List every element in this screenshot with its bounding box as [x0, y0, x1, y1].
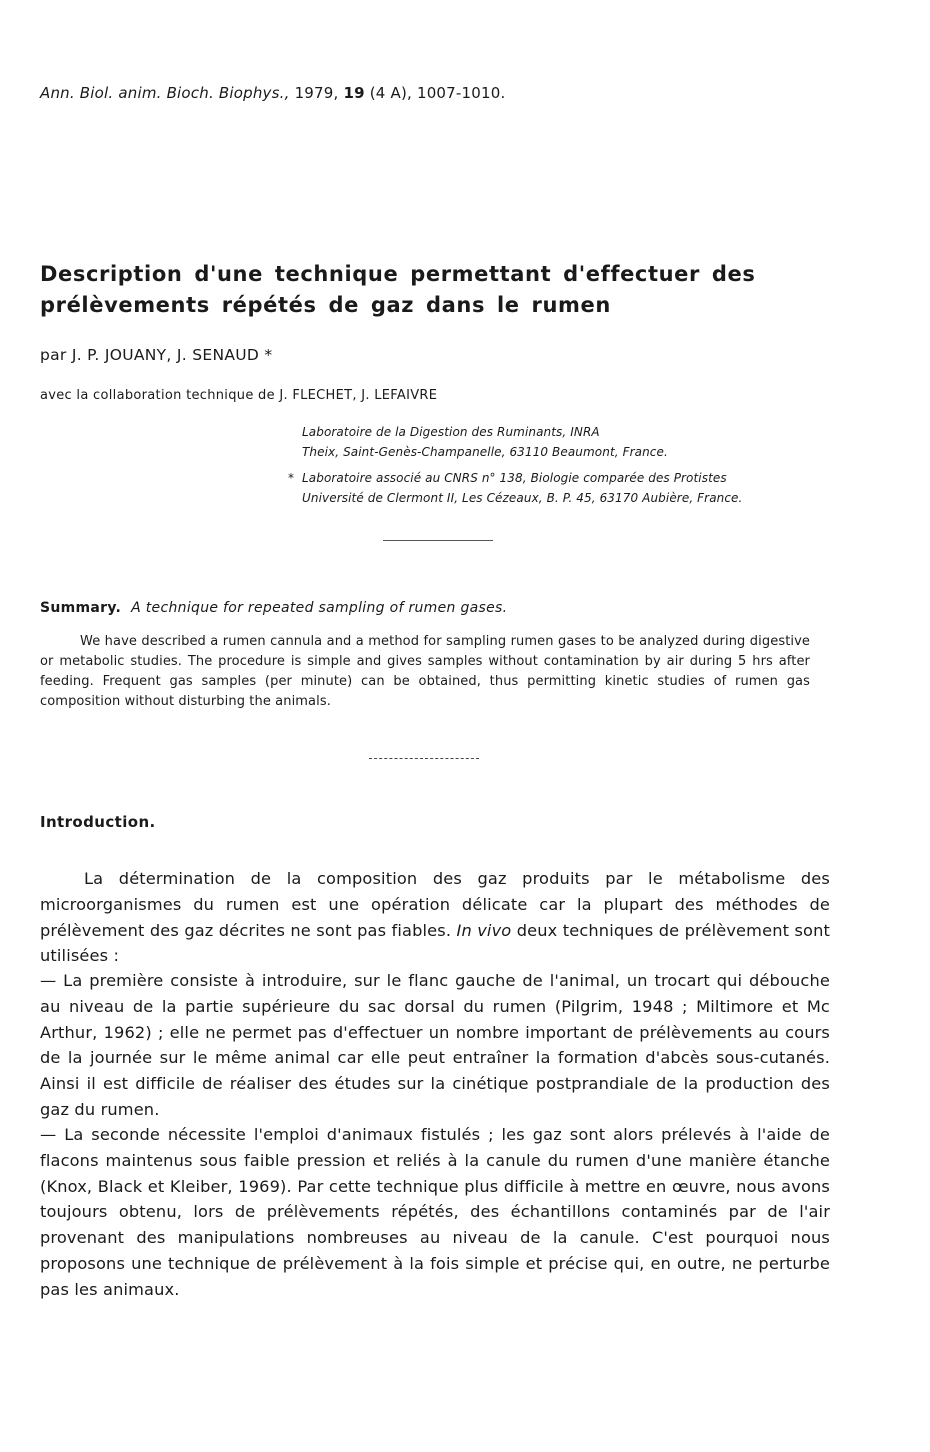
- journal-issue-pages: (4 A), 1007-1010.: [369, 84, 506, 102]
- summary-body: We have described a rumen cannula and a method for sampling rumen gases to be analyzed during digestive or metabolic studies. The procedure is simple and gives samples without contamination by air during 5 hrs after feeding. Frequent gas samples (per minute) can be obtained, thus permitting kinetic studies of rumen gas composition without disturbing the animals.: [40, 634, 810, 709]
- affiliation-inra-line2: Theix, Saint-Genès-Champanelle, 63110 Beaumont, France.: [302, 445, 668, 459]
- summary-heading: [40, 600, 507, 616]
- article-authors: par J. P. JOUANY, J. SENAUD *: [40, 346, 273, 364]
- journal-volume: 19: [343, 84, 365, 102]
- separator-rule: [383, 540, 493, 541]
- separator-rule: [369, 758, 479, 759]
- introduction-paragraph-2: — La première consiste à introduire, sur le flanc gauche de l'animal, un trocart qui débouche au niveau de la partie supérieure du sac dorsal du rumen (Pilgrim, 1948 ; Miltimore et Mc Arthur, 1962) ; elle ne permet pas d'effectuer un nombre important de prélèvements au cours de la journée sur le même animal car elle peut entraîner la formation d'abcès sous-cutanés. Ainsi il est difficile de réaliser des études sur la cinétique postprandiale de la production des gaz du rumen.: [40, 971, 830, 1119]
- journal-year: 1979,: [294, 84, 339, 102]
- introduction-paragraph-3: — La seconde nécessite l'emploi d'animaux fistulés ; les gaz sont alors prélevés à l'aide de flacons maintenus sous faible pression et reliés à la canule du rumen d'une manière étanche (Knox, Black et Kleiber, 1969). Par cette technique plus difficile à mettre en œuvre, nous avons toujours obtenu, lors de prélèvements répétés, des échantillons contaminés par de l'air provenant des manipulations nombreuses au niveau de la canule. C'est pourquoi nous proposons une technique de prélèvement à la fois simple et précise qui, en outre, ne perturbe pas les animaux.: [40, 1125, 830, 1299]
- paragraph-text: La détermination de la composition des gaz produits par le métabolisme des microorganismes du rumen est une opération délicate car la plupart des méthodes de prélèvement des gaz décrites ne sont pas fiables.: [40, 869, 830, 940]
- affiliation-inra-line1: Laboratoire de la Digestion des Ruminants, INRA: [302, 425, 600, 439]
- affiliation-cnrs-line1: Laboratoire associé au CNRS n° 138, Biologie comparée des Protistes: [302, 471, 727, 485]
- affiliation-inra: [302, 422, 668, 462]
- technical-collaboration: avec la collaboration technique de J. FLECHET, J. LEFAIVRE: [40, 388, 438, 403]
- affiliation-cnrs: [288, 468, 742, 508]
- journal-citation: [40, 84, 505, 102]
- journal-name: Ann. Biol. anim. Bioch. Biophys.,: [40, 84, 290, 102]
- affiliation-marker: *: [288, 471, 295, 485]
- summary-subtitle: A technique for repeated sampling of rumen gases.: [131, 600, 508, 616]
- paragraph-text: deux techniques de prélèvement sont utilisées :: [40, 920, 830, 966]
- paragraph-italic-text: In vivo: [456, 920, 512, 940]
- introduction-paragraph-1: [40, 866, 830, 969]
- article-title: Description d'une technique permettant d'effectuer des prélèvements répétés de gaz dans le rumen: [40, 262, 756, 317]
- affiliation-cnrs-line2: Université de Clermont II, Les Cézeaux, B. P. 45, 63170 Aubière, France.: [302, 491, 743, 505]
- summary-label: Summary.: [40, 600, 122, 616]
- introduction-heading: Introduction.: [40, 813, 156, 831]
